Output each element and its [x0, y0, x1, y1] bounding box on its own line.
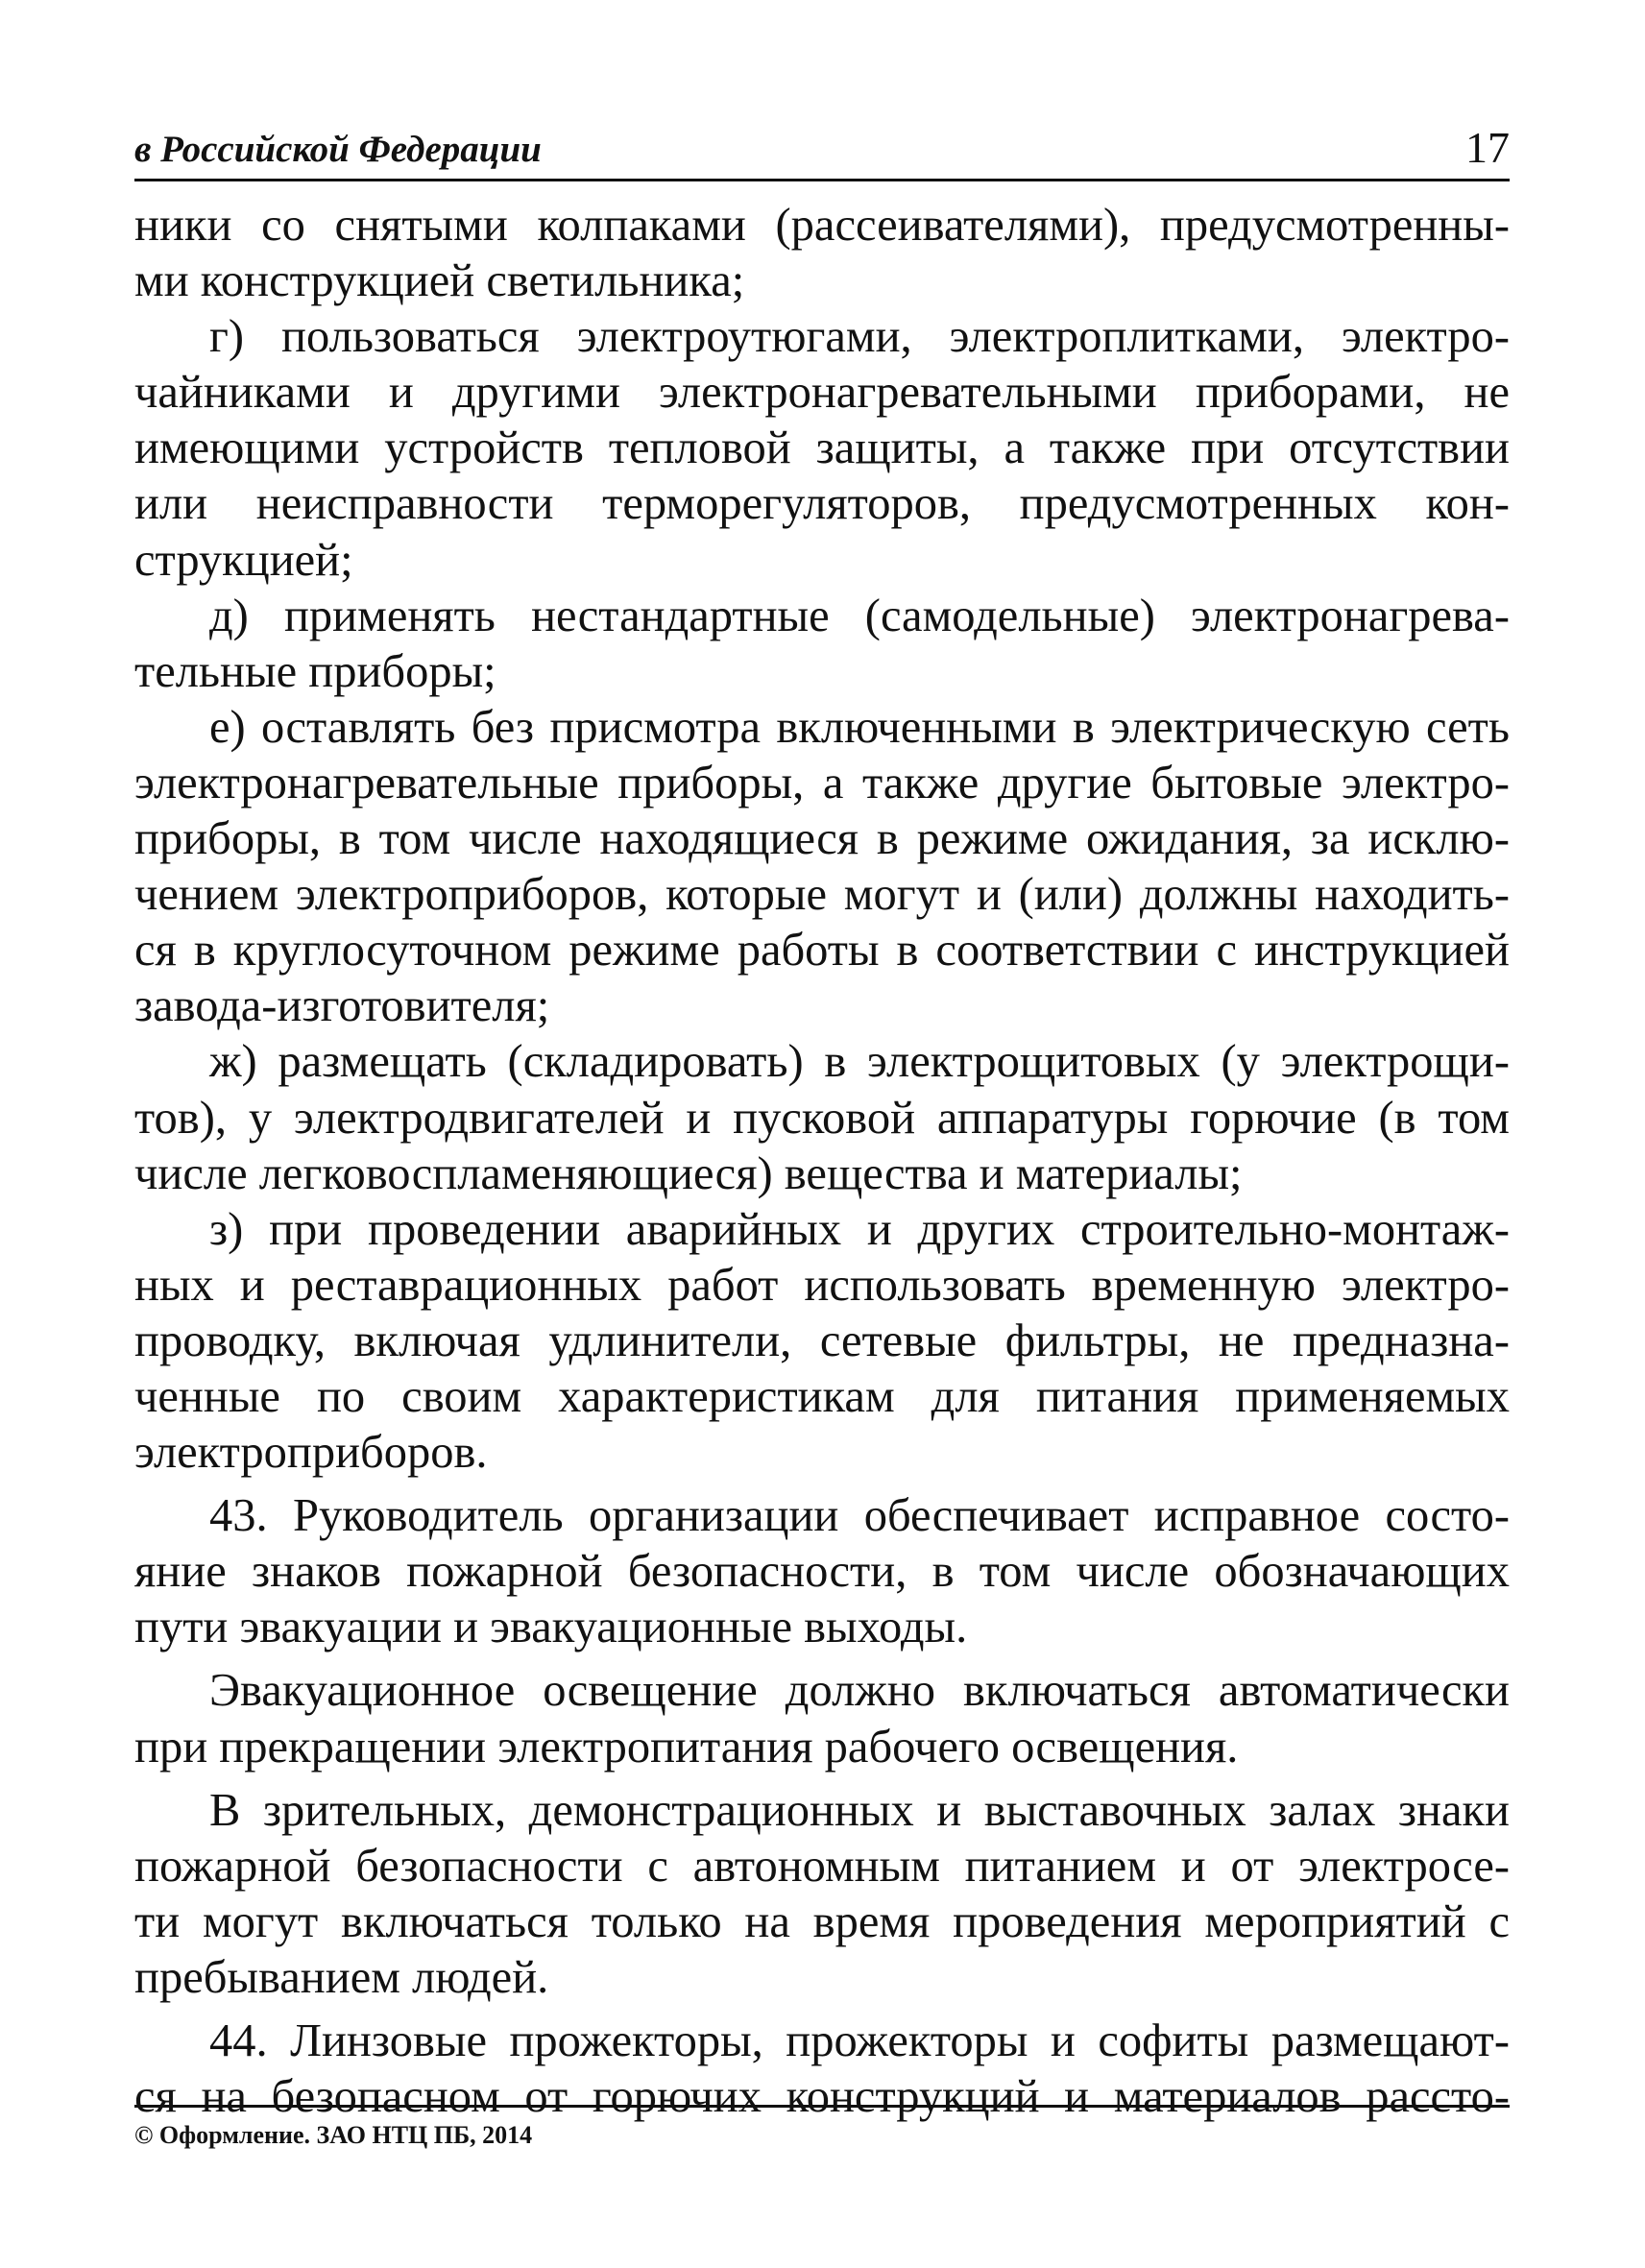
page-footer — [134, 2105, 1510, 2150]
text-line: ж) размещать (складировать) в электрощитовых (у электрощи- — [209, 1036, 1510, 1088]
text-line: пребыванием людей. — [134, 1951, 549, 2003]
text-line: или неисправности терморегуляторов, предусмотренных кон- — [134, 478, 1510, 530]
text-line: 43. Руководитель организации обеспечивает исправное состо- — [209, 1490, 1510, 1542]
body-text — [134, 198, 1510, 2125]
text-line: чайниками и другими электронагревательными приборами, не — [134, 367, 1510, 419]
text-line: тельные приборы; — [134, 645, 496, 697]
text-line: ми конструкцией светильника; — [134, 255, 745, 307]
text-line: струкцией; — [134, 534, 353, 586]
text-line: проводку, включая удлинители, сетевые фильтры, не предназна- — [134, 1315, 1510, 1366]
copyright-notice: © Оформление. ЗАО НТЦ ПБ, 2014 — [134, 2121, 533, 2149]
text-line: чением электроприборов, которые могут и (или) должны находить- — [134, 869, 1510, 921]
text-line: г) пользоваться электроутюгами, электроплитками, электро- — [209, 311, 1510, 363]
running-header-title: в Российской Федерации — [134, 129, 542, 170]
text-line: ники со снятыми колпаками (рассеивателями), предусмотренны- — [134, 200, 1510, 251]
running-header — [134, 123, 1510, 181]
text-line: з) при проведении аварийных и других строительно-монтаж- — [209, 1203, 1510, 1255]
text-line: В зрительных, демонстрационных и выставочных залах знаки — [209, 1784, 1510, 1836]
text-line: пути эвакуации и эвакуационные выходы. — [134, 1602, 968, 1653]
text-line: завода-изготовителя; — [134, 980, 550, 1032]
text-line: ся на безопасном от горючих конструкций и материалов рассто- — [134, 2071, 1510, 2123]
text-line: приборы, в том числе находящиеся в режиме ожидания, за исклю- — [134, 813, 1510, 865]
text-line: ся в круглосуточном режиме работы в соответствии с инструкцией — [134, 925, 1510, 977]
text-line: пожарной безопасности с автономным питанием и от электросе- — [134, 1840, 1510, 1892]
text-line: ти могут включаться только на время проведения мероприятий с — [134, 1895, 1510, 1947]
text-line: имеющими устройств тепловой защиты, а также при отсутствии — [134, 422, 1510, 474]
text-line: д) применять нестандартные (самодельные) электронагрева- — [209, 590, 1510, 641]
page-number: 17 — [1465, 123, 1510, 172]
text-line: электроприборов. — [134, 1427, 488, 1479]
text-line: е) оставлять без присмотра включенными в электрическую сеть — [209, 701, 1510, 753]
text-line: при прекращении электропитания рабочего освещения. — [134, 1721, 1239, 1773]
text-line: Эвакуационное освещение должно включаться автоматически — [209, 1665, 1510, 1717]
text-line: числе легковоспламеняющиеся) вещества и материалы; — [134, 1147, 1243, 1199]
text-line: ных и реставрационных работ использовать временную электро- — [134, 1259, 1510, 1311]
text-line: электронагревательные приборы, а также другие бытовые электро- — [134, 757, 1510, 808]
text-line: тов), у электродвигателей и пусковой аппаратуры горючие (в том — [134, 1092, 1510, 1144]
text-line: ченные по своим характеристикам для питания применяемых — [134, 1370, 1510, 1422]
text-line: 44. Линзовые прожекторы, прожекторы и софиты размещают- — [209, 2015, 1510, 2066]
text-line: яние знаков пожарной безопасности, в том числе обозначающих — [134, 1546, 1510, 1598]
